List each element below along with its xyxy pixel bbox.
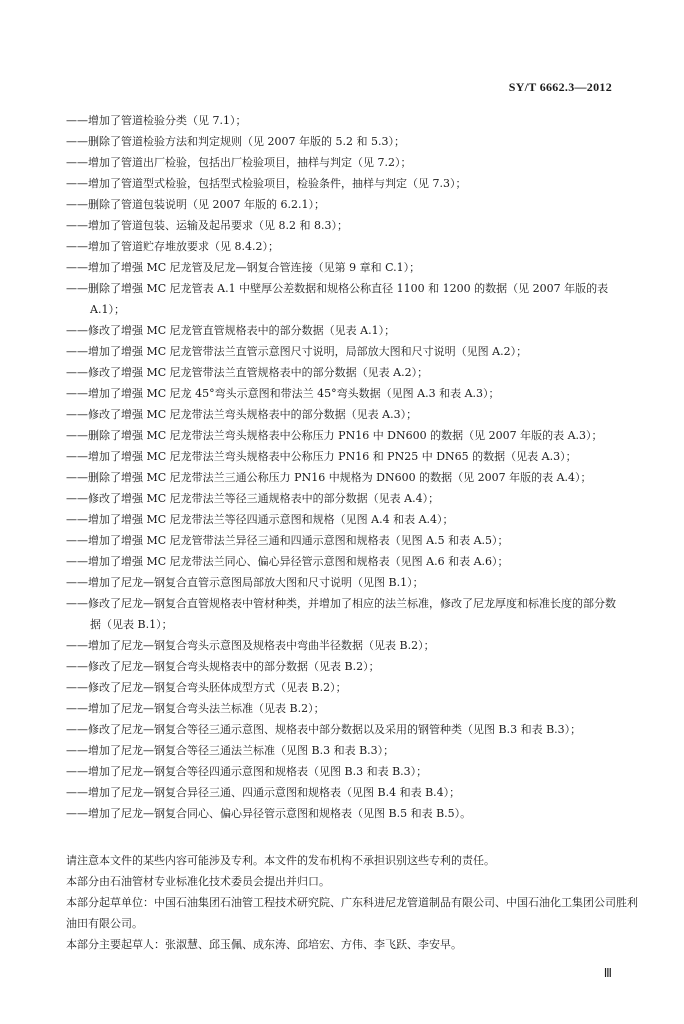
change-item: ——删除了增强 MC 尼龙带法兰弯头规格表中公称压力 PN16 中 DN600 的数据（见 2007 年版的表 A.3）；	[66, 429, 603, 442]
drafting-organizations: 本部分起草单位：中国石油集团石油管工程技术研究院、广东科进尼龙管道制品有限公司、中国石油化工集团公司胜利油田有限公司。	[66, 896, 638, 930]
change-item: ——修改了尼龙—钢复合弯头规格表中的部分数据（见表 B.2）；	[66, 660, 380, 673]
change-item: ——删除了增强 MC 尼龙管表 A.1 中壁厚公差数据和规格公称直径 1100 和 1200 的数据（见 2007 年版的表 A.1）；	[66, 282, 609, 316]
patent-notice: 请注意本文件的某些内容可能涉及专利。本文件的发布机构不承担识别这些专利的责任。	[66, 854, 495, 867]
foreword-paragraphs	[66, 850, 640, 955]
change-item: ——增加了尼龙—钢复合弯头示意图及规格表中弯曲半径数据（见表 B.2）；	[66, 639, 435, 652]
change-item: ——增加了增强 MC 尼龙管及尼龙—钢复合管连接（见第 9 章和 C.1）；	[66, 261, 421, 274]
change-item: ——删除了增强 MC 尼龙带法兰三通公称压力 PN16 中规格为 DN600 的数据（见 2007 年版的表 A.4）；	[66, 471, 592, 484]
change-item: ——删除了管道包装说明（见 2007 年版的 6.2.1）；	[66, 198, 325, 211]
change-item: ——增加了管道贮存堆放要求（见 8.4.2）；	[66, 240, 279, 253]
change-item: ——增加了增强 MC 尼龙带法兰等径四通示意图和规格（见图 A.4 和表 A.4）；	[66, 513, 454, 526]
page-number: Ⅲ	[603, 966, 612, 980]
change-item: ——增加了尼龙—钢复合等径四通示意图和规格表（见图 B.3 和表 B.3）；	[66, 765, 428, 778]
change-item: ——删除了管道检验方法和判定规则（见 2007 年版的 5.2 和 5.3）；	[66, 135, 405, 148]
change-item: ——增加了增强 MC 尼龙带法兰同心、偏心异径管示意图和规格表（见图 A.6 和表 A.6）；	[66, 555, 509, 568]
change-item: ——增加了管道包装、运输及起吊要求（见 8.2 和 8.3）；	[66, 219, 348, 232]
change-item: ——增加了尼龙—钢复合直管示意图局部放大图和尺寸说明（见图 B.1）；	[66, 576, 424, 589]
change-item: ——修改了增强 MC 尼龙管带法兰直管规格表中的部分数据（见表 A.2）；	[66, 366, 429, 379]
change-item: ——增加了管道型式检验，包括型式检验项目，检验条件，抽样与判定（见 7.3）；	[66, 177, 467, 190]
change-item: ——修改了尼龙—钢复合等径三通示意图、规格表中部分数据以及采用的钢管种类（见图 B.3 和表 B.3）；	[66, 723, 582, 736]
proposer-statement: 本部分由石油管材专业标准化技术委员会提出并归口。	[66, 875, 330, 888]
change-item: ——增加了管道检验分类（见 7.1）；	[66, 114, 247, 127]
change-item: ——修改了尼龙—钢复合弯头胚体成型方式（见表 B.2）；	[66, 681, 347, 694]
standard-number: SY/T 6662.3—2012	[508, 80, 612, 94]
change-item: ——增加了管道出厂检验，包括出厂检验项目，抽样与判定（见 7.2）；	[66, 156, 412, 169]
change-item: ——修改了尼龙—钢复合直管规格表中管材种类，并增加了相应的法兰标准，修改了尼龙厚度和标准长度的部分数据（见表 B.1）；	[66, 597, 616, 631]
change-item: ——增加了增强 MC 尼龙 45°弯头示意图和带法兰 45°弯头数据（见图 A.3 和表 A.3）；	[66, 387, 500, 400]
change-item: ——修改了增强 MC 尼龙带法兰等径三通规格表中的部分数据（见表 A.4）；	[66, 492, 440, 505]
change-item: ——增加了尼龙—钢复合等径三通法兰标准（见图 B.3 和表 B.3）；	[66, 744, 395, 757]
change-item: ——修改了增强 MC 尼龙管直管规格表中的部分数据（见表 A.1）；	[66, 324, 396, 337]
change-item: ——增加了增强 MC 尼龙管带法兰直管示意图尺寸说明，局部放大图和尺寸说明（见图 A.2）；	[66, 345, 528, 358]
change-item: ——增加了增强 MC 尼龙带法兰弯头规格表中公称压力 PN16 和 PN25 中 DN65 的数据（见表 A.3）；	[66, 450, 577, 463]
change-item: ——增加了尼龙—钢复合同心、偏心异径管示意图和规格表（见图 B.5 和表 B.5）。	[66, 807, 472, 820]
drafters: 本部分主要起草人：张淑慧、邱玉佩、成东涛、邱培宏、方伟、李飞跃、李安早。	[66, 938, 462, 951]
change-item: ——增加了尼龙—钢复合弯头法兰标准（见表 B.2）；	[66, 702, 325, 715]
change-item: ——修改了增强 MC 尼龙带法兰弯头规格表中的部分数据（见表 A.3）；	[66, 408, 418, 421]
change-list	[66, 110, 620, 824]
change-item: ——增加了增强 MC 尼龙管带法兰异径三通和四通示意图和规格表（见图 A.5 和表 A.5）；	[66, 534, 509, 547]
change-item: ——增加了尼龙—钢复合异径三通、四通示意图和规格表（见图 B.4 和表 B.4）；	[66, 786, 461, 799]
